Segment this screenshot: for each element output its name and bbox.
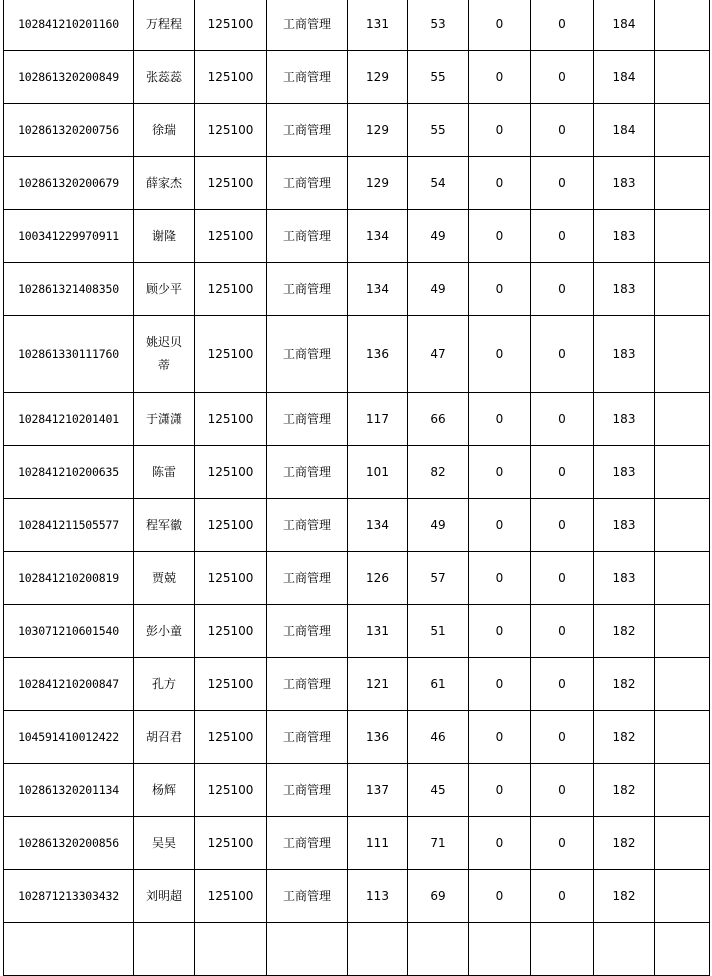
table-row <box>4 711 710 764</box>
candidate-id-cell: 102841211505577 <box>4 499 134 552</box>
table-row <box>4 552 710 605</box>
table-row <box>4 104 710 157</box>
candidate-id-cell: 103071210601540 <box>4 605 134 658</box>
total-score-cell: 184 <box>594 104 655 157</box>
table-row <box>4 157 710 210</box>
candidate-id-cell <box>4 923 134 976</box>
score-1-cell: 113 <box>348 870 408 923</box>
score-1-cell: 111 <box>348 817 408 870</box>
score-2-cell: 55 <box>408 104 469 157</box>
score-3-cell: 0 <box>469 210 531 263</box>
table-row <box>4 393 710 446</box>
score-2-cell: 57 <box>408 552 469 605</box>
note-cell <box>655 104 710 157</box>
score-3-cell: 0 <box>469 552 531 605</box>
name-cell: 胡召君 <box>134 711 195 764</box>
name-cell: 谢隆 <box>134 210 195 263</box>
score-4-cell: 0 <box>531 817 594 870</box>
note-cell <box>655 446 710 499</box>
major-code-cell: 125100 <box>195 263 267 316</box>
total-score-cell: 182 <box>594 817 655 870</box>
score-4-cell: 0 <box>531 0 594 51</box>
major-name-cell: 工商管理 <box>267 393 348 446</box>
score-1-cell: 129 <box>348 104 408 157</box>
score-3-cell: 0 <box>469 316 531 393</box>
note-cell <box>655 210 710 263</box>
note-cell <box>655 51 710 104</box>
total-score-cell: 183 <box>594 157 655 210</box>
total-score-cell <box>594 923 655 976</box>
score-1-cell: 129 <box>348 157 408 210</box>
score-1-cell: 136 <box>348 316 408 393</box>
score-4-cell: 0 <box>531 658 594 711</box>
score-3-cell: 0 <box>469 263 531 316</box>
major-code-cell: 125100 <box>195 157 267 210</box>
major-code-cell: 125100 <box>195 764 267 817</box>
score-3-cell: 0 <box>469 157 531 210</box>
score-3-cell: 0 <box>469 764 531 817</box>
major-code-cell: 125100 <box>195 0 267 51</box>
note-cell <box>655 263 710 316</box>
score-4-cell: 0 <box>531 446 594 499</box>
table-row <box>4 499 710 552</box>
major-code-cell: 125100 <box>195 393 267 446</box>
score-2-cell: 61 <box>408 658 469 711</box>
score-2-cell: 82 <box>408 446 469 499</box>
candidate-id-cell: 102861320201134 <box>4 764 134 817</box>
candidate-id-cell: 102861320200856 <box>4 817 134 870</box>
candidate-id-cell: 102861320200679 <box>4 157 134 210</box>
total-score-cell: 184 <box>594 0 655 51</box>
major-name-cell: 工商管理 <box>267 605 348 658</box>
score-4-cell: 0 <box>531 157 594 210</box>
name-cell: 徐瑞 <box>134 104 195 157</box>
score-1-cell: 131 <box>348 605 408 658</box>
score-2-cell: 55 <box>408 51 469 104</box>
note-cell <box>655 870 710 923</box>
score-2-cell: 71 <box>408 817 469 870</box>
major-name-cell: 工商管理 <box>267 104 348 157</box>
candidate-id-cell: 102871213303432 <box>4 870 134 923</box>
score-1-cell: 134 <box>348 210 408 263</box>
note-cell <box>655 764 710 817</box>
total-score-cell: 183 <box>594 393 655 446</box>
name-cell: 程军徽 <box>134 499 195 552</box>
score-4-cell: 0 <box>531 499 594 552</box>
note-cell <box>655 817 710 870</box>
note-cell <box>655 0 710 51</box>
major-name-cell <box>267 923 348 976</box>
major-code-cell: 125100 <box>195 104 267 157</box>
candidate-id-cell: 102841210200847 <box>4 658 134 711</box>
score-2-cell: 53 <box>408 0 469 51</box>
major-name-cell: 工商管理 <box>267 0 348 51</box>
total-score-cell: 184 <box>594 51 655 104</box>
name-cell: 陈雷 <box>134 446 195 499</box>
score-4-cell: 0 <box>531 263 594 316</box>
candidate-id-cell: 102861320200849 <box>4 51 134 104</box>
table-row <box>4 764 710 817</box>
name-cell: 彭小童 <box>134 605 195 658</box>
name-cell: 姚迟贝蒂 <box>134 316 195 393</box>
score-2-cell: 51 <box>408 605 469 658</box>
major-code-cell: 125100 <box>195 817 267 870</box>
major-code-cell: 125100 <box>195 51 267 104</box>
score-1-cell: 134 <box>348 499 408 552</box>
score-2-cell: 49 <box>408 210 469 263</box>
score-2-cell <box>408 923 469 976</box>
score-1-cell: 136 <box>348 711 408 764</box>
major-code-cell <box>195 923 267 976</box>
candidate-id-cell: 102861330111760 <box>4 316 134 393</box>
table-row <box>4 446 710 499</box>
name-cell: 张蕊蕊 <box>134 51 195 104</box>
candidate-id-cell: 102841210201160 <box>4 0 134 51</box>
note-cell <box>655 605 710 658</box>
score-1-cell <box>348 923 408 976</box>
score-2-cell: 49 <box>408 499 469 552</box>
score-3-cell: 0 <box>469 51 531 104</box>
candidate-id-cell: 100341229970911 <box>4 210 134 263</box>
candidate-id-cell: 102861320200756 <box>4 104 134 157</box>
note-cell <box>655 499 710 552</box>
name-cell: 贾兢 <box>134 552 195 605</box>
major-name-cell: 工商管理 <box>267 552 348 605</box>
major-name-cell: 工商管理 <box>267 499 348 552</box>
score-3-cell: 0 <box>469 0 531 51</box>
major-code-cell: 125100 <box>195 870 267 923</box>
score-3-cell <box>469 923 531 976</box>
score-4-cell <box>531 923 594 976</box>
score-3-cell: 0 <box>469 711 531 764</box>
major-code-cell: 125100 <box>195 658 267 711</box>
major-code-cell: 125100 <box>195 210 267 263</box>
score-3-cell: 0 <box>469 393 531 446</box>
total-score-cell: 182 <box>594 764 655 817</box>
score-4-cell: 0 <box>531 870 594 923</box>
major-code-cell: 125100 <box>195 316 267 393</box>
score-3-cell: 0 <box>469 104 531 157</box>
major-name-cell: 工商管理 <box>267 711 348 764</box>
table-row <box>4 817 710 870</box>
table-row <box>4 605 710 658</box>
name-cell: 孔方 <box>134 658 195 711</box>
score-4-cell: 0 <box>531 104 594 157</box>
name-cell: 万程程 <box>134 0 195 51</box>
total-score-cell: 182 <box>594 870 655 923</box>
major-code-cell: 125100 <box>195 499 267 552</box>
candidate-id-cell: 102861321408350 <box>4 263 134 316</box>
note-cell <box>655 552 710 605</box>
major-code-cell: 125100 <box>195 605 267 658</box>
table-row <box>4 316 710 393</box>
score-3-cell: 0 <box>469 870 531 923</box>
total-score-cell: 183 <box>594 446 655 499</box>
score-3-cell: 0 <box>469 446 531 499</box>
major-name-cell: 工商管理 <box>267 210 348 263</box>
note-cell <box>655 711 710 764</box>
total-score-cell: 182 <box>594 658 655 711</box>
total-score-cell: 182 <box>594 605 655 658</box>
name-cell <box>134 923 195 976</box>
total-score-cell: 182 <box>594 711 655 764</box>
score-4-cell: 0 <box>531 316 594 393</box>
table-row <box>4 923 710 976</box>
note-cell <box>655 393 710 446</box>
name-cell: 顾少平 <box>134 263 195 316</box>
score-2-cell: 69 <box>408 870 469 923</box>
score-4-cell: 0 <box>531 51 594 104</box>
name-cell: 于潇潇 <box>134 393 195 446</box>
score-4-cell: 0 <box>531 764 594 817</box>
note-cell <box>655 923 710 976</box>
major-code-cell: 125100 <box>195 552 267 605</box>
major-name-cell: 工商管理 <box>267 658 348 711</box>
table-row <box>4 51 710 104</box>
major-name-cell: 工商管理 <box>267 316 348 393</box>
table-row <box>4 263 710 316</box>
table-row <box>4 210 710 263</box>
major-name-cell: 工商管理 <box>267 870 348 923</box>
score-1-cell: 121 <box>348 658 408 711</box>
score-1-cell: 117 <box>348 393 408 446</box>
major-name-cell: 工商管理 <box>267 446 348 499</box>
score-4-cell: 0 <box>531 605 594 658</box>
candidate-id-cell: 102841210200635 <box>4 446 134 499</box>
candidate-id-cell: 102841210200819 <box>4 552 134 605</box>
score-1-cell: 137 <box>348 764 408 817</box>
score-table <box>3 0 710 976</box>
name-cell: 杨辉 <box>134 764 195 817</box>
total-score-cell: 183 <box>594 552 655 605</box>
score-2-cell: 49 <box>408 263 469 316</box>
score-3-cell: 0 <box>469 605 531 658</box>
score-1-cell: 134 <box>348 263 408 316</box>
total-score-cell: 183 <box>594 263 655 316</box>
score-4-cell: 0 <box>531 210 594 263</box>
total-score-cell: 183 <box>594 499 655 552</box>
major-code-cell: 125100 <box>195 446 267 499</box>
table-row <box>4 658 710 711</box>
major-name-cell: 工商管理 <box>267 51 348 104</box>
score-1-cell: 101 <box>348 446 408 499</box>
name-cell: 薛家杰 <box>134 157 195 210</box>
table-row <box>4 870 710 923</box>
score-3-cell: 0 <box>469 658 531 711</box>
score-2-cell: 47 <box>408 316 469 393</box>
table-row <box>4 0 710 51</box>
name-cell: 吴昊 <box>134 817 195 870</box>
table-body <box>4 0 710 976</box>
major-name-cell: 工商管理 <box>267 817 348 870</box>
score-4-cell: 0 <box>531 552 594 605</box>
score-1-cell: 126 <box>348 552 408 605</box>
candidate-id-cell: 102841210201401 <box>4 393 134 446</box>
score-2-cell: 45 <box>408 764 469 817</box>
score-4-cell: 0 <box>531 711 594 764</box>
name-cell: 刘明超 <box>134 870 195 923</box>
score-2-cell: 66 <box>408 393 469 446</box>
score-3-cell: 0 <box>469 817 531 870</box>
major-name-cell: 工商管理 <box>267 764 348 817</box>
major-name-cell: 工商管理 <box>267 157 348 210</box>
note-cell <box>655 658 710 711</box>
major-name-cell: 工商管理 <box>267 263 348 316</box>
note-cell <box>655 157 710 210</box>
major-code-cell: 125100 <box>195 711 267 764</box>
score-3-cell: 0 <box>469 499 531 552</box>
note-cell <box>655 316 710 393</box>
score-4-cell: 0 <box>531 393 594 446</box>
candidate-id-cell: 104591410012422 <box>4 711 134 764</box>
score-2-cell: 46 <box>408 711 469 764</box>
score-1-cell: 131 <box>348 0 408 51</box>
total-score-cell: 183 <box>594 210 655 263</box>
score-1-cell: 129 <box>348 51 408 104</box>
score-2-cell: 54 <box>408 157 469 210</box>
total-score-cell: 183 <box>594 316 655 393</box>
